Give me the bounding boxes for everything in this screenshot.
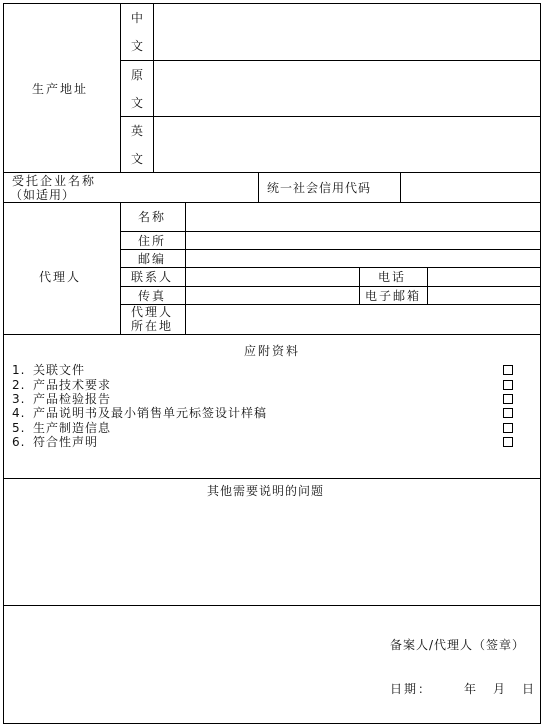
divider [120,267,541,268]
divider [3,334,541,335]
attachment-num-6: 6. [12,435,26,449]
agent-label: 代理人 [39,270,82,284]
english-label-char2: 文 [131,152,146,166]
attachment-checkbox-1[interactable] [503,365,513,375]
attachment-checkbox-6[interactable] [503,437,513,447]
english-label-char1: 英 [131,124,146,138]
divider [3,172,541,173]
other-issues-title: 其他需要说明的问题 [207,484,325,498]
chinese-label-char2: 文 [131,39,146,53]
divider [120,3,121,172]
agent-email-label: 电子邮箱 [365,289,422,303]
original-label-char1: 原 [131,68,146,82]
attachment-label-5: 生产制造信息 [33,421,112,435]
agent-location-label-line2: 所在地 [131,319,174,333]
divider [120,231,541,232]
credit-code-label: 统一社会信用代码 [267,181,372,195]
attachment-num-1: 1. [12,363,26,377]
agent-phone-label: 电话 [378,270,407,284]
attachment-label-3: 产品检验报告 [33,392,112,406]
agent-postcode-label: 邮编 [138,252,167,266]
date-label: 日期： [390,682,433,696]
production-address-label: 生产地址 [32,82,89,96]
attachments-title: 应附资料 [244,344,301,358]
border-bottom [3,723,541,724]
divider [3,202,541,203]
attachment-checkbox-5[interactable] [503,423,513,433]
divider [359,267,360,304]
divider [120,60,541,61]
original-label-char2: 文 [131,96,146,110]
border-top [3,3,541,4]
attachment-label-2: 产品技术要求 [33,378,112,392]
attachment-checkbox-4[interactable] [503,408,513,418]
entrusted-company-label: 受托企业名称 [12,174,97,188]
attachment-checkbox-2[interactable] [503,380,513,390]
attachment-label-4: 产品说明书及最小销售单元标签设计样稿 [33,406,268,420]
divider [427,267,428,304]
attachment-checkbox-3[interactable] [503,394,513,404]
divider [185,202,186,334]
border-right [540,3,541,724]
divider [120,304,541,305]
attachment-label-6: 符合性声明 [33,435,99,449]
divider [3,478,541,479]
date-year-label: 年 [464,682,479,696]
attachment-num-3: 3. [12,392,26,406]
divider [400,172,401,202]
divider [120,286,541,287]
agent-location-label-line1: 代理人 [131,305,174,319]
agent-address-label: 住所 [138,234,167,248]
attachment-num-4: 4. [12,406,26,420]
divider [153,3,154,172]
date-month-label: 月 [493,682,508,696]
border-left [3,3,4,724]
agent-fax-label: 传真 [138,289,167,303]
divider [258,172,259,202]
divider [120,202,121,334]
date-day-label: 日 [522,682,537,696]
agent-name-label: 名称 [138,210,167,224]
if-applicable-label: （如适用） [10,188,76,202]
divider [120,116,541,117]
agent-contact-label: 联系人 [131,270,174,284]
attachment-num-5: 5. [12,421,26,435]
chinese-label-char1: 中 [131,11,146,25]
signer-label: 备案人/代理人（签章） [390,638,526,652]
divider [120,249,541,250]
attachment-num-2: 2. [12,378,26,392]
attachment-label-1: 关联文件 [33,363,86,377]
divider [3,605,541,606]
